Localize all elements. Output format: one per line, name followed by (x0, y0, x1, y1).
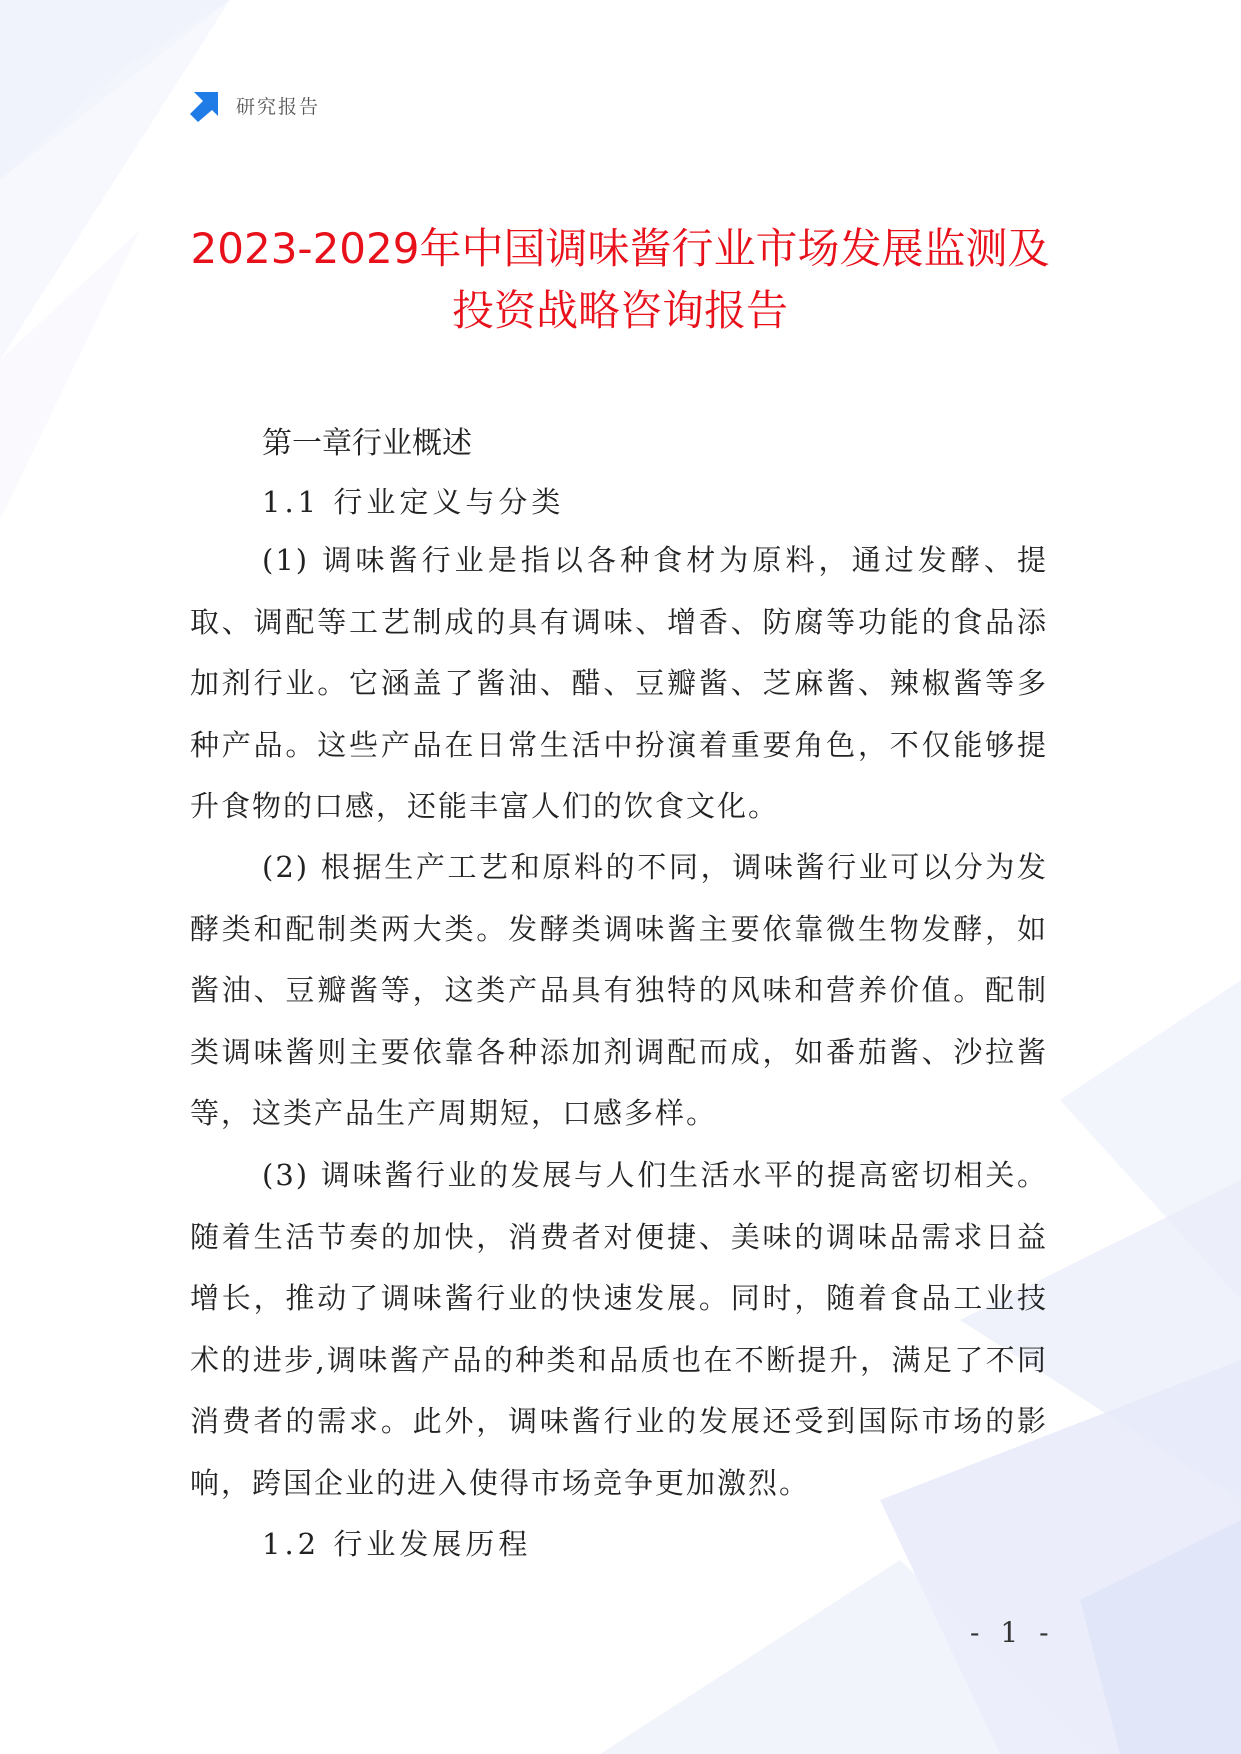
section-heading: 1.2 行业发展历程 (262, 1527, 532, 1561)
arrow-up-right-icon (188, 88, 222, 122)
paragraph: (2) 根据生产工艺和原料的不同，调味酱行业可以分为发酵类和配制类两大类。发酵类调味酱主要依靠微生物发酵，如酱油、豆瓣酱等，这类产品具有独特的风味和营养价值。配制类调味酱则主要依靠各种添加剂调配而成，如番茄酱、沙拉酱等，这类产品生产周期短，口感多样。 (190, 850, 1048, 1130)
document-title: 2023-2029年中国调味酱行业市场发展监测及投资战略咨询报告 (190, 224, 1050, 335)
section-heading: 1.1 行业定义与分类 (262, 485, 565, 519)
report-header (188, 88, 320, 122)
paragraph: (1) 调味酱行业是指以各种食材为原料，通过发酵、提取、调配等工艺制成的具有调味、增香、防腐等功能的食品添加剂行业。它涵盖了酱油、醋、豆瓣酱、芝麻酱、辣椒酱等多种产品。这些产品在日常生活中扮演着重要角色，不仅能够提升食物的口感，还能丰富人们的饮食文化。 (190, 543, 1048, 823)
header-label: 研究报告 (236, 95, 321, 118)
page-number: - 1 - (970, 1616, 1055, 1649)
paragraph: (3) 调味酱行业的发展与人们生活水平的提高密切相关。随着生活节奏的加快，消费者对便捷、美味的调味品需求日益增长，推动了调味酱行业的快速发展。同时，随着食品工业技术的进步,调味酱产品的种类和品质也在不断提升，满足了不同消费者的需求。此外，调味酱行业的发展还受到国际市场的影响，跨国企业的进入使得市场竞争更加激烈。 (190, 1158, 1048, 1500)
chapter-heading: 第一章行业概述 (262, 426, 472, 461)
